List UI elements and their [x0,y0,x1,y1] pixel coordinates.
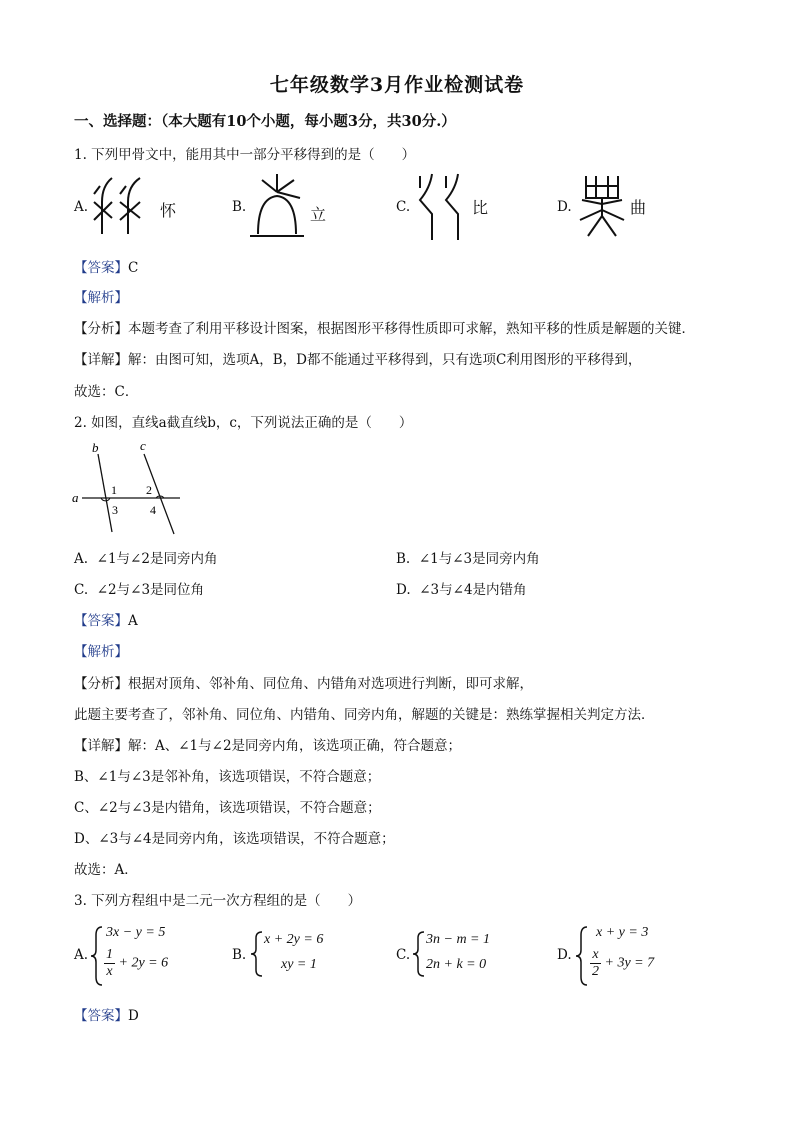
brace-icon [250,930,264,978]
fenxi-tag: 【分析】 [74,676,128,692]
q1-option-c-label: C. [396,199,411,215]
q1-answer [74,256,138,276]
oracle-glyph-huai [90,172,160,238]
option-text: ∠1与∠2是同旁内角 [96,551,218,567]
q2-option-a [74,547,217,567]
q2-xiangjie-2: B、∠1与∠3是邻补角，该选项错误，不符合题意； [74,769,381,785]
q1-fenxi [74,317,695,337]
q3-b-eq1: x + 2y = 6 [264,932,324,947]
brace-icon [412,930,426,978]
line-b [98,454,112,532]
q2-stem: 2. 如图，直线a截直线b，c，下列说法正确的是（ ） [74,415,413,431]
q1-option-d-char: 曲 [630,198,647,217]
xiangjie-tag: 【详解】 [74,738,128,754]
q1-option-a-label: A. [74,199,89,215]
q1-conclusion: 故选：C． [74,384,139,400]
label-2: 2 [146,483,152,497]
q3-b-eq2: xy = 1 [281,957,317,972]
oracle-glyph-li [246,170,308,242]
eq-rest: + 2y = 6 [118,955,169,971]
oracle-glyph-bi [412,170,472,242]
q2-option-b [396,547,540,567]
q1-option-b-char: 立 [310,205,327,224]
q3-option-b-label: B. [232,947,247,963]
option-text: ∠3与∠4是内错角 [419,582,527,598]
option-label: D. [396,582,411,598]
q2-option-c [74,578,204,598]
q3-d-eq1: x + y = 3 [596,925,649,940]
fraction [104,948,115,979]
q3-a-eq1: 3x − y = 5 [106,925,166,940]
label-4: 4 [150,503,156,517]
answer-tag: 【答案】 [74,613,128,629]
brace-icon [90,925,104,987]
q3-a-eq2 [104,948,168,979]
label-b: b [92,440,99,455]
q1-xiangjie [74,348,641,368]
fraction [590,948,601,979]
q1-option-b-label: B. [232,199,247,215]
q2-option-d [396,578,527,598]
option-text: ∠2与∠3是同位角 [96,582,205,598]
fenxi-text: 根据对顶角、邻补角、同位角、内错角对选项进行判断，即可求解， [128,676,533,692]
eq-rest: + 3y = 7 [604,955,655,971]
q3-option-a-label: A. [74,947,89,963]
q3-option-c-label: C. [396,947,411,963]
label-3: 3 [112,503,118,517]
answer-tag: 【答案】 [74,1008,128,1024]
q1-option-a-char: 怀 [160,201,177,220]
numerator: 1 [106,947,113,962]
oracle-glyph-qu [574,170,630,242]
label-1: 1 [111,483,117,497]
option-label: C. [74,582,89,598]
q2-xiangjie [74,734,461,754]
q2-figure [68,436,188,538]
q3-stem: 3. 下列方程组中是二元一次方程组的是（ ） [74,893,362,909]
q2-xiangjie-4: D、∠3与∠4是同旁内角，该选项错误，不符合题意； [74,831,395,847]
page-title: 七年级数学3月作业检测试卷 [269,74,525,96]
q2-xiangjie-3: C、∠2与∠3是内错角，该选项错误，不符合题意； [74,800,381,816]
denominator: 2 [592,964,599,979]
q2-fenxi-2: 此题主要考查了，邻补角、同位角、内错角、同旁内角，解题的关键是：熟练掌握相关判定方法． [74,707,655,723]
q1-analysis-tag: 【解析】 [74,290,128,306]
numerator: x [592,947,599,962]
q3-c-eq2: 2n + k = 0 [426,957,487,972]
option-label: B. [396,551,411,567]
q1-option-d-label: D. [557,199,572,215]
q2-analysis-tag: 【解析】 [74,644,128,660]
label-a: a [72,490,79,505]
q1-option-c-char: 比 [472,198,489,217]
denominator: x [106,964,113,979]
option-text: ∠1与∠3是同旁内角 [418,551,540,567]
xiangjie-text: 解：A、∠1与∠2是同旁内角，该选项正确，符合题意； [128,738,462,754]
xiangjie-tag: 【详解】 [74,352,128,368]
answer-value: C [128,260,139,276]
q2-fenxi [74,672,533,692]
brace-icon [575,925,589,987]
q3-d-eq2 [590,948,654,979]
option-label: A. [74,551,89,567]
fenxi-text: 本题考查了利用平移设计图案，根据图形平移得性质即可求解，熟知平移的性质是解题的关键． [128,321,695,337]
answer-tag: 【答案】 [74,260,128,276]
answer-value: A [128,613,138,629]
q2-answer [74,609,138,629]
fenxi-tag: 【分析】 [74,321,128,337]
answer-value: D [128,1008,139,1024]
q3-option-d-label: D. [557,947,572,963]
q2-conclusion: 故选：A． [74,862,138,878]
section-heading: 一、选择题：（本大题有10个小题，每小题3分，共30分.） [74,113,456,130]
label-c: c [140,438,146,453]
q1-stem: 1. 下列甲骨文中，能用其中一部分平移得到的是（ ） [74,147,416,163]
xiangjie-text: 解：由图可知，选项A，B，D都不能通过平移得到，只有选项C利用图形的平移得到， [128,352,642,368]
q3-c-eq1: 3n − m = 1 [426,932,491,947]
q3-answer [74,1004,139,1024]
